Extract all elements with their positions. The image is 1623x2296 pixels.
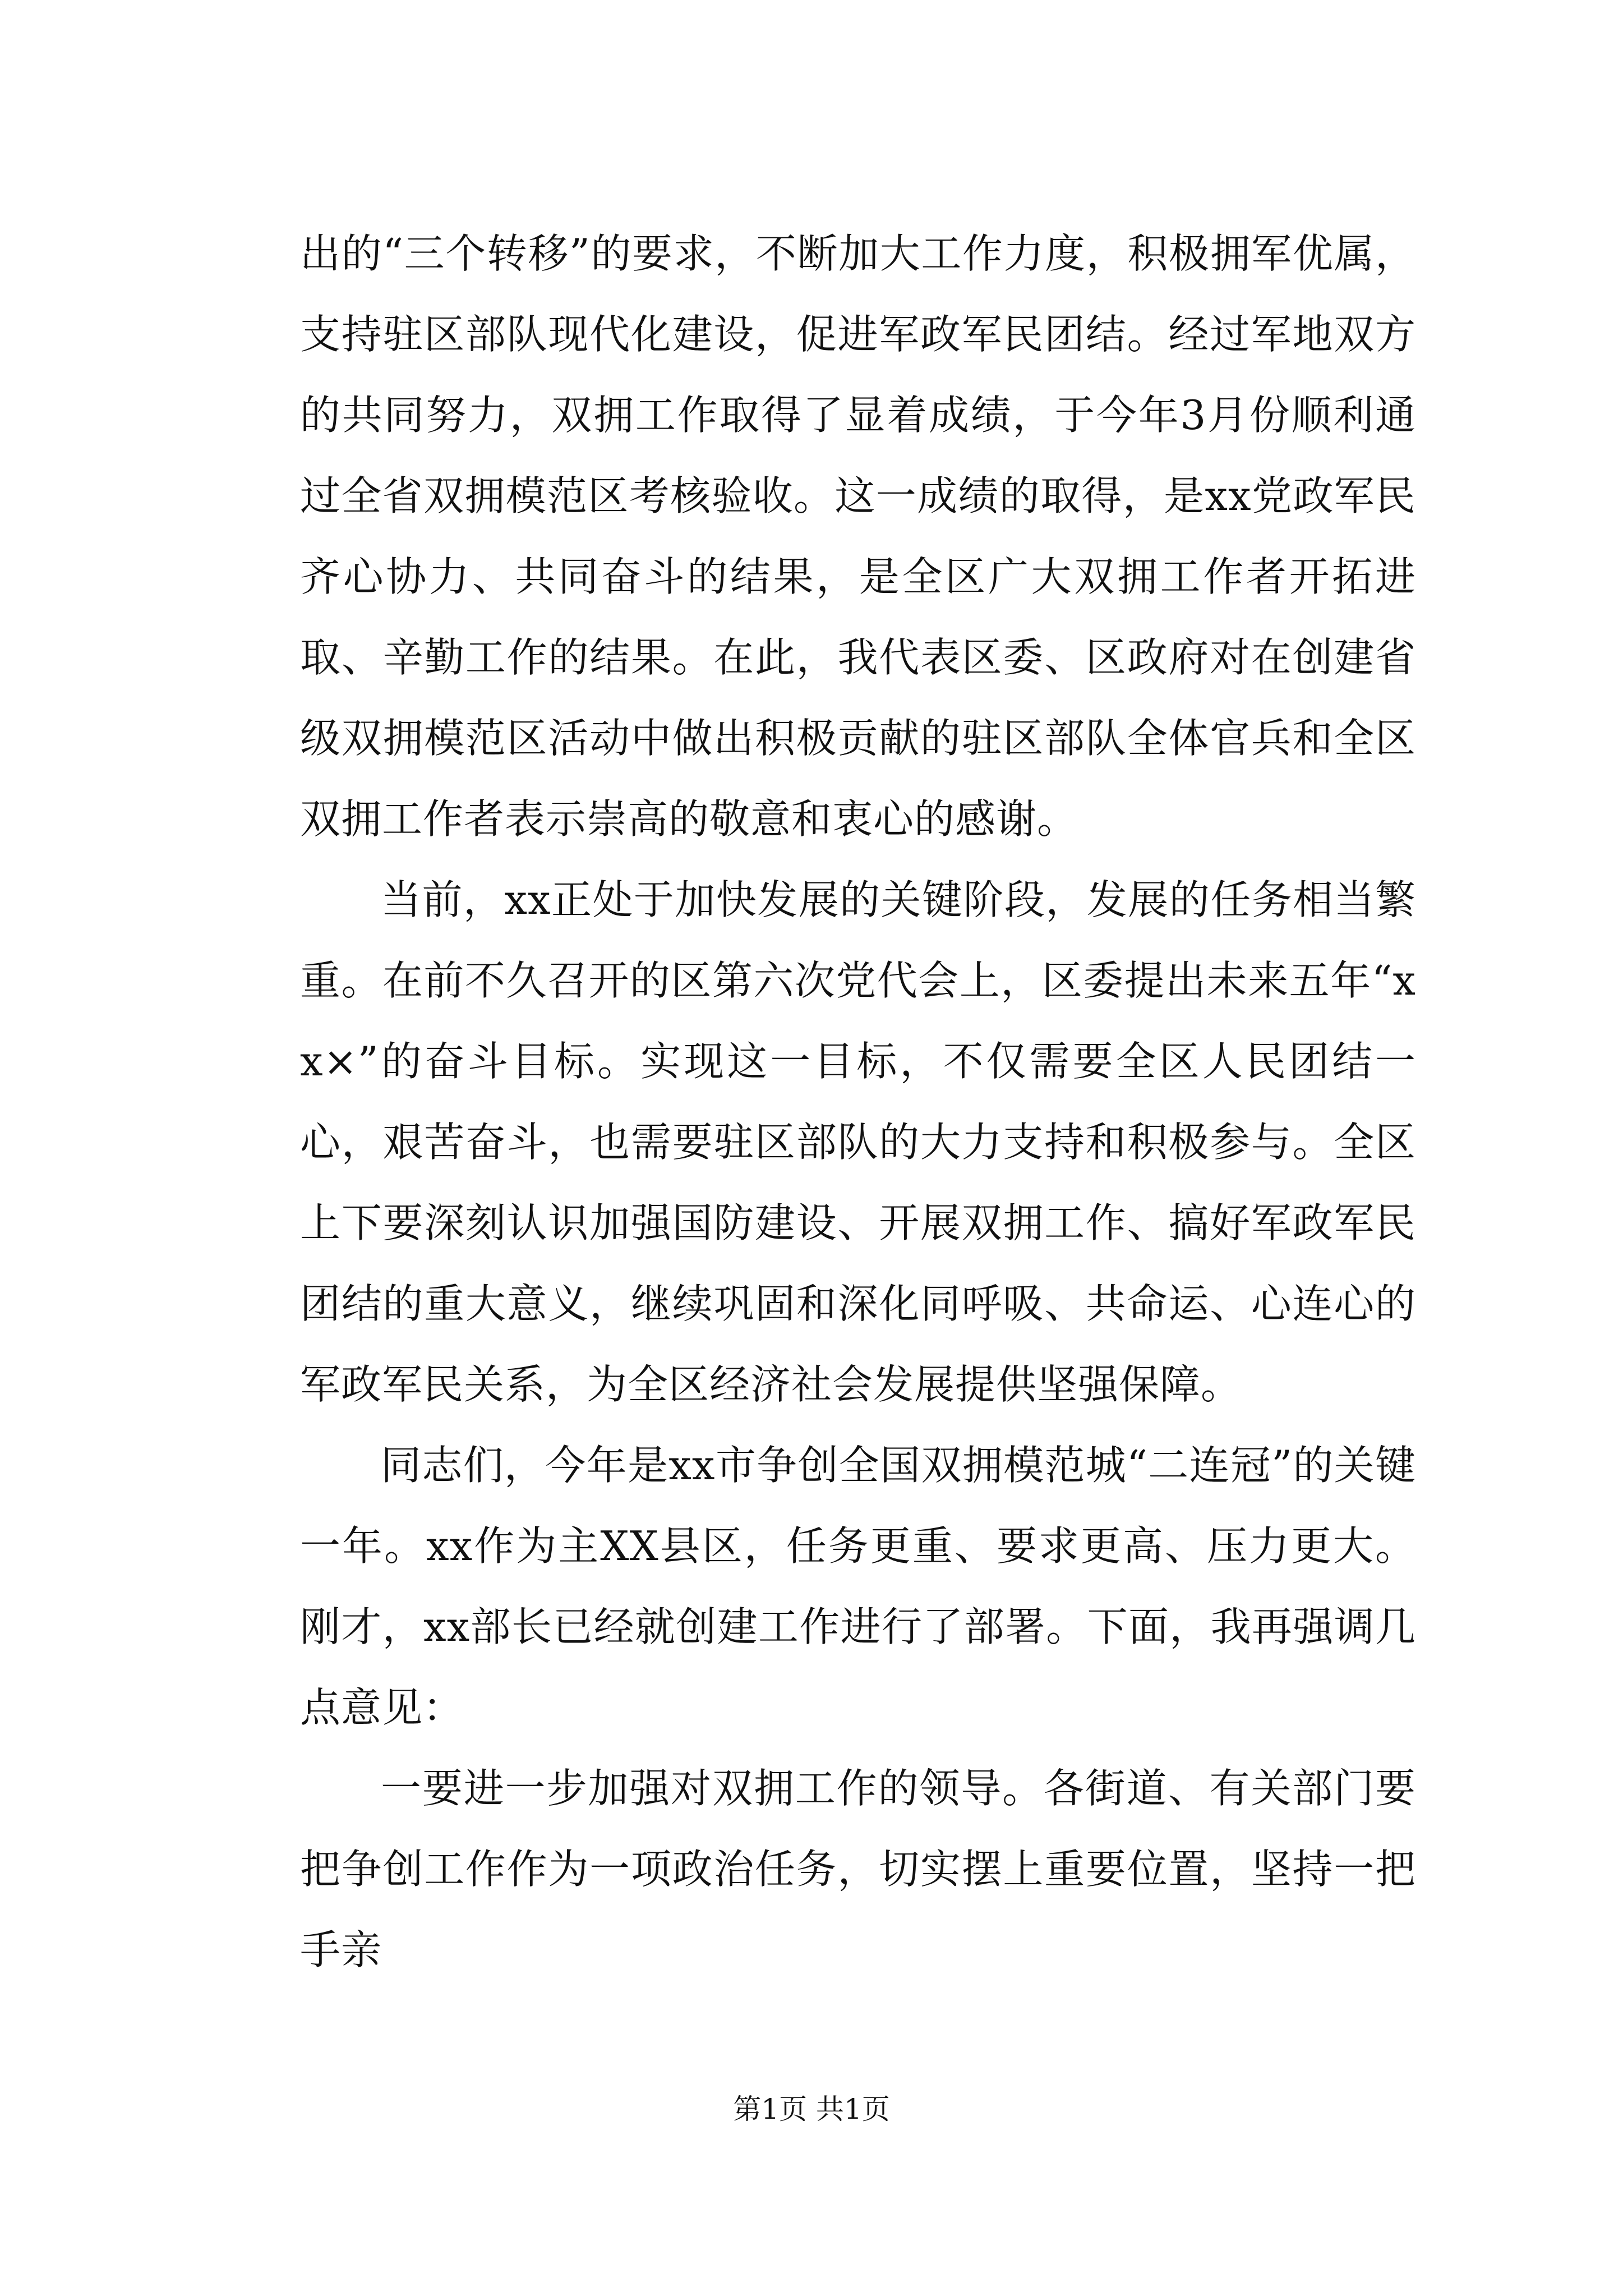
document-body [300,213,1416,1990]
paragraph-comrades: 同志们，今年是xx市争创全国双拥模范城“二连冠”的关键一年。xx作为主XX县区，任务更重、要求更高、压力更大。刚才，xx部长已经就创建工作进行了部署。下面，我再强调几点意见： [300,1442,1416,1731]
paragraph-point-one: 一要进一步加强对双拥工作的领导。各街道、有关部门要把争创工作作为一项政治任务，切实摆上重要位置，坚持一把手亲 [300,1765,1416,1973]
paragraph-continuation: 出的“三个转移”的要求，不断加大工作力度，积极拥军优属，支持驻区部队现代化建设，促进军政军民团结。经过军地双方的共同努力，双拥工作取得了显着成绩，于今年3月份顺利通过全省双拥模范区考核验收。这一成绩的取得，是xx党政军民齐心协力、共同奋斗的结果，是全区广大双拥工作者开拓进取、辛勤工作的结果。在此，我代表区委、区政府对在创建省级双拥模范区活动中做出积极贡献的驻区部队全体官兵和全区双拥工作者表示崇高的敬意和衷心的感谢。 [300,230,1416,843]
page-footer: 第1页 共1页 [733,2093,890,2125]
paragraph-current-situation: 当前，xx正处于加快发展的关键阶段，发展的任务相当繁重。在前不久召开的区第六次党代会上，区委提出未来五年“xx×”的奋斗目标。实现这一目标，不仅需要全区人民团结一心，艰苦奋斗，也需要驻区部队的大力支持和积极参与。全区上下要深刻认识加强国防建设、开展双拥工作、搞好军政军民团结的重大意义，继续巩固和深化同呼吸、共命运、心连心的军政军民关系，为全区经济社会发展提供坚强保障。 [300,876,1416,1408]
